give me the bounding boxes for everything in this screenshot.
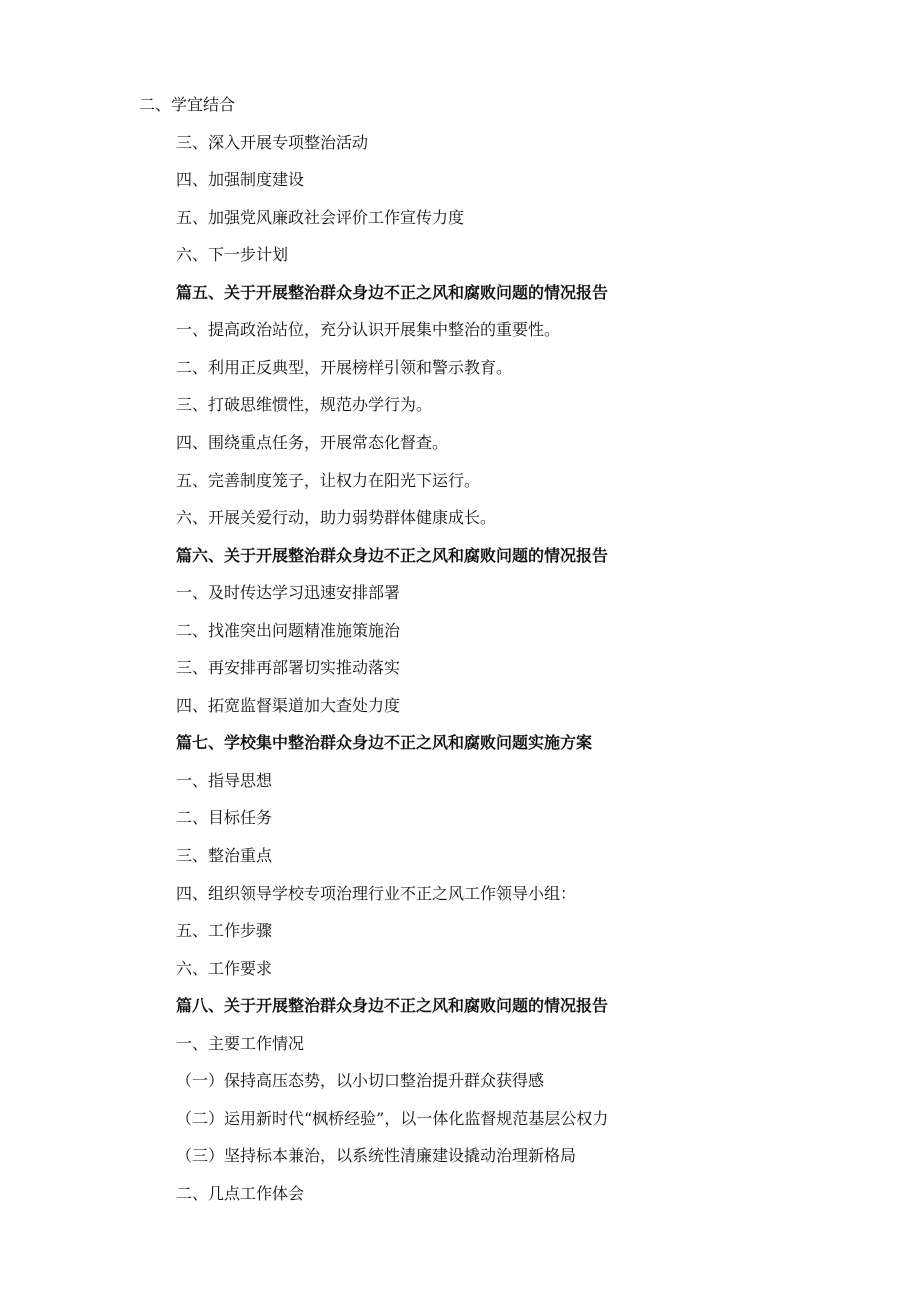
outline-item: 五、加强党风廉政社会评价工作宣传力度 [176, 208, 465, 227]
outline-item: 五、工作步骤 [176, 921, 273, 940]
outline-item: 一、主要工作情况 [176, 1034, 305, 1053]
outline-item: 六、开展关爱行动，助力弱势群体健康成长。 [176, 508, 497, 527]
section-heading: 篇八、关于开展整治群众身边不正之风和腐败问题的情况报告 [176, 996, 609, 1015]
outline-item: 一、指导思想 [176, 771, 273, 790]
outline-item: 二、几点工作体会 [176, 1184, 305, 1203]
outline-item: 三、再安排再部署切实推动落实 [176, 658, 401, 677]
section-heading: 篇六、关于开展整治群众身边不正之风和腐败问题的情况报告 [176, 546, 609, 565]
outline-item: 二、找准突出问题精准施策施治 [176, 621, 401, 640]
outline-item: （三）坚持标本兼治，以系统性清廉建设撬动治理新格局 [176, 1146, 577, 1165]
outline-item: 五、完善制度笼子，让权力在阳光下运行。 [176, 471, 481, 490]
outline-item: 三、打破思维惯性，规范办学行为。 [176, 395, 433, 414]
section-heading: 篇七、学校集中整治群众身边不正之风和腐败问题实施方案 [176, 733, 593, 752]
outline-item: 二、目标任务 [176, 808, 273, 827]
outline-item: 四、组织领导学校专项治理行业不正之风工作领导小组： [176, 884, 577, 903]
outline-item: 四、围绕重点任务，开展常态化督查。 [176, 433, 449, 452]
outline-item: 一、提高政治站位，充分认识开展集中整治的重要性。 [176, 320, 561, 339]
outline-item: 六、工作要求 [176, 959, 273, 978]
outline-item: 四、加强制度建设 [176, 170, 305, 189]
outline-item: 一、及时传达学习迅速安排部署 [176, 583, 401, 602]
outline-item: 三、整治重点 [176, 846, 273, 865]
outline-item: 六、下一步计划 [176, 245, 289, 264]
outline-item: （一）保持高压态势，以小切口整治提升群众获得感 [176, 1071, 545, 1090]
outline-item: 三、深入开展专项整治活动 [176, 133, 369, 152]
outline-item: 二、学宜结合 [139, 95, 236, 114]
outline-item: 四、拓宽监督渠道加大查处力度 [176, 696, 401, 715]
section-heading: 篇五、关于开展整治群众身边不正之风和腐败问题的情况报告 [176, 283, 609, 302]
outline-item: 二、利用正反典型，开展榜样引领和警示教育。 [176, 358, 513, 377]
outline-item: （二）运用新时代“枫桥经验”，以一体化监督规范基层公权力 [176, 1109, 609, 1128]
